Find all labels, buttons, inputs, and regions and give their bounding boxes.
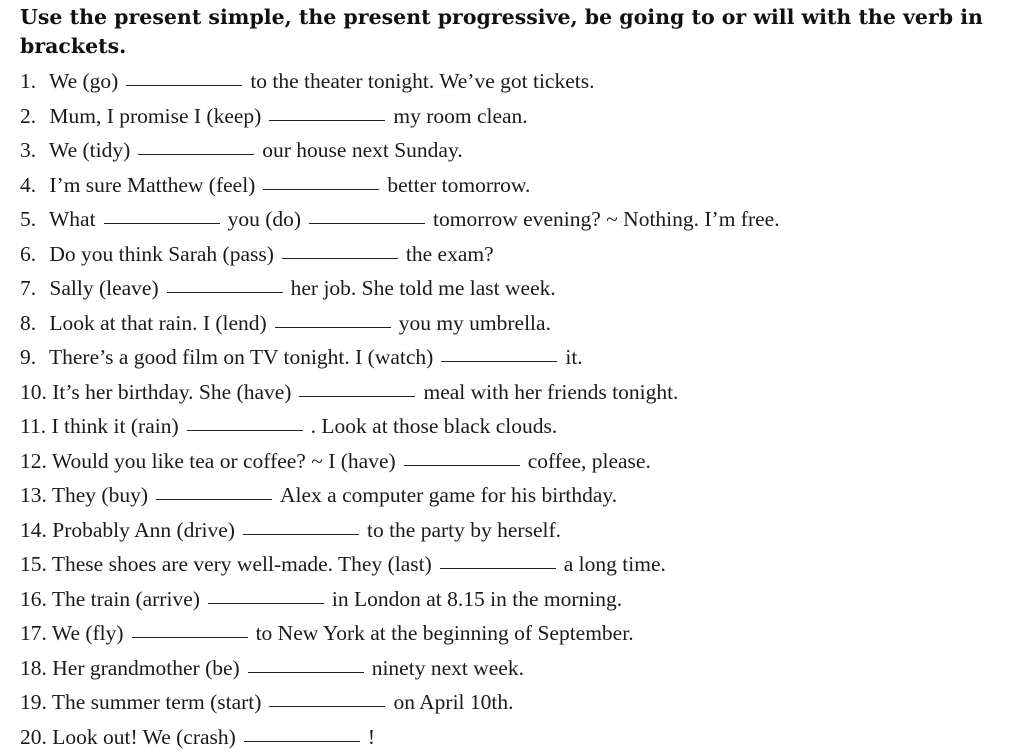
item-number: 12. <box>20 444 47 479</box>
exercise-list <box>20 64 780 754</box>
item-number: 8. <box>20 306 44 341</box>
answer-blank[interactable] <box>167 291 283 293</box>
item-number: 2. <box>20 99 44 134</box>
item-text-after: to the theater tonight. We’ve got tickets. <box>250 69 594 93</box>
item-text-after: to New York at the beginning of September. <box>256 621 634 645</box>
answer-blank[interactable] <box>138 153 254 155</box>
item-text-before: Mum, I promise I (keep) <box>49 104 261 128</box>
item-text-before: I think it (rain) <box>51 414 178 438</box>
item-text-before: Probably Ann (drive) <box>52 518 235 542</box>
item-text-after: ninety next week. <box>372 656 524 680</box>
answer-blank[interactable] <box>208 602 324 604</box>
answer-blank[interactable] <box>244 740 360 742</box>
item-number: 6. <box>20 237 44 272</box>
item-text-before: Look out! We (crash) <box>52 725 236 749</box>
item-text-after: to the party by herself. <box>367 518 561 542</box>
item-number: 10. <box>20 375 47 410</box>
item-number: 1. <box>20 64 44 99</box>
item-text-after: you my umbrella. <box>399 311 551 335</box>
answer-blank[interactable] <box>299 395 415 397</box>
item-number: 13. <box>20 478 47 513</box>
item-number: 3. <box>20 133 44 168</box>
exercise-item <box>20 202 780 237</box>
answer-blank[interactable] <box>282 257 398 259</box>
item-text-after: meal with her friends tonight. <box>423 380 678 404</box>
item-text-middle: you (do) <box>228 207 301 231</box>
item-number: 5. <box>20 202 44 237</box>
answer-blank[interactable] <box>269 119 385 121</box>
exercise-item <box>20 99 780 134</box>
item-text-before: Look at that rain. I (lend) <box>49 311 266 335</box>
answer-blank[interactable] <box>404 464 520 466</box>
item-text-after: coffee, please. <box>528 449 651 473</box>
exercise-item <box>20 340 780 375</box>
item-text-before: It’s her birthday. She (have) <box>52 380 291 404</box>
item-number: 19. <box>20 685 47 720</box>
exercise-item <box>20 616 780 651</box>
item-text-before: There’s a good film on TV tonight. I (watch) <box>49 345 433 369</box>
exercise-item <box>20 133 780 168</box>
item-text-after: Alex a computer game for his birthday. <box>280 483 617 507</box>
item-text-before: Would you like tea or coffee? ~ I (have) <box>52 449 396 473</box>
exercise-item <box>20 375 780 410</box>
item-text-after: the exam? <box>406 242 494 266</box>
exercise-item <box>20 651 780 686</box>
exercise-item <box>20 720 780 754</box>
item-text-after: her job. She told me last week. <box>291 276 556 300</box>
item-text-before: Her grandmother (be) <box>52 656 239 680</box>
item-text-after: in London at 8.15 in the morning. <box>332 587 622 611</box>
item-number: 20. <box>20 720 47 754</box>
item-number: 14. <box>20 513 47 548</box>
item-text-after: tomorrow evening? ~ Nothing. I’m free. <box>433 207 780 231</box>
answer-blank[interactable] <box>243 533 359 535</box>
item-text-before: Sally (leave) <box>49 276 158 300</box>
answer-blank[interactable] <box>248 671 364 673</box>
item-text-before: We (tidy) <box>49 138 130 162</box>
item-number: 16. <box>20 582 47 617</box>
exercise-item <box>20 513 780 548</box>
item-text-after: our house next Sunday. <box>262 138 462 162</box>
answer-blank[interactable] <box>263 188 379 190</box>
answer-blank[interactable] <box>269 705 385 707</box>
exercise-item <box>20 685 780 720</box>
exercise-item <box>20 409 780 444</box>
answer-blank[interactable] <box>309 222 425 224</box>
item-number: 9. <box>20 340 44 375</box>
item-number: 4. <box>20 168 44 203</box>
item-text-after: ! <box>368 725 375 749</box>
item-text-before: We (go) <box>49 69 118 93</box>
item-text-after: . Look at those black clouds. <box>311 414 558 438</box>
item-text-after: it. <box>565 345 582 369</box>
item-number: 18. <box>20 651 47 686</box>
item-text-before: What <box>49 207 96 231</box>
exercise-item <box>20 547 780 582</box>
answer-blank[interactable] <box>441 360 557 362</box>
item-number: 11. <box>20 409 46 444</box>
item-text-before: They (buy) <box>52 483 148 507</box>
item-text-before: Do you think Sarah (pass) <box>49 242 274 266</box>
exercise-item <box>20 478 780 513</box>
answer-blank[interactable] <box>132 636 248 638</box>
item-number: 17. <box>20 616 47 651</box>
exercise-item <box>20 64 780 99</box>
answer-blank[interactable] <box>187 429 303 431</box>
item-text-before: I’m sure Matthew (feel) <box>49 173 255 197</box>
item-text-before: These shoes are very well-made. They (last) <box>52 552 432 576</box>
exercise-item <box>20 582 780 617</box>
exercise-item <box>20 444 780 479</box>
item-text-after: on April 10th. <box>393 690 513 714</box>
answer-blank[interactable] <box>126 84 242 86</box>
item-text-after: a long time. <box>564 552 666 576</box>
item-text-before: The summer term (start) <box>52 690 262 714</box>
answer-blank[interactable] <box>275 326 391 328</box>
answer-blank[interactable] <box>104 222 220 224</box>
item-number: 15. <box>20 547 47 582</box>
item-text-after: my room clean. <box>393 104 527 128</box>
exercise-item <box>20 306 780 341</box>
item-text-before: We (fly) <box>52 621 124 645</box>
item-text-after: better tomorrow. <box>387 173 530 197</box>
item-number: 7. <box>20 271 44 306</box>
exercise-instruction: Use the present simple, the present progressive, be going to or will with the verb in brackets. <box>20 3 1016 61</box>
answer-blank[interactable] <box>156 498 272 500</box>
answer-blank[interactable] <box>440 567 556 569</box>
exercise-item <box>20 168 780 203</box>
item-text-before: The train (arrive) <box>52 587 200 611</box>
exercise-item <box>20 271 780 306</box>
exercise-item <box>20 237 780 272</box>
